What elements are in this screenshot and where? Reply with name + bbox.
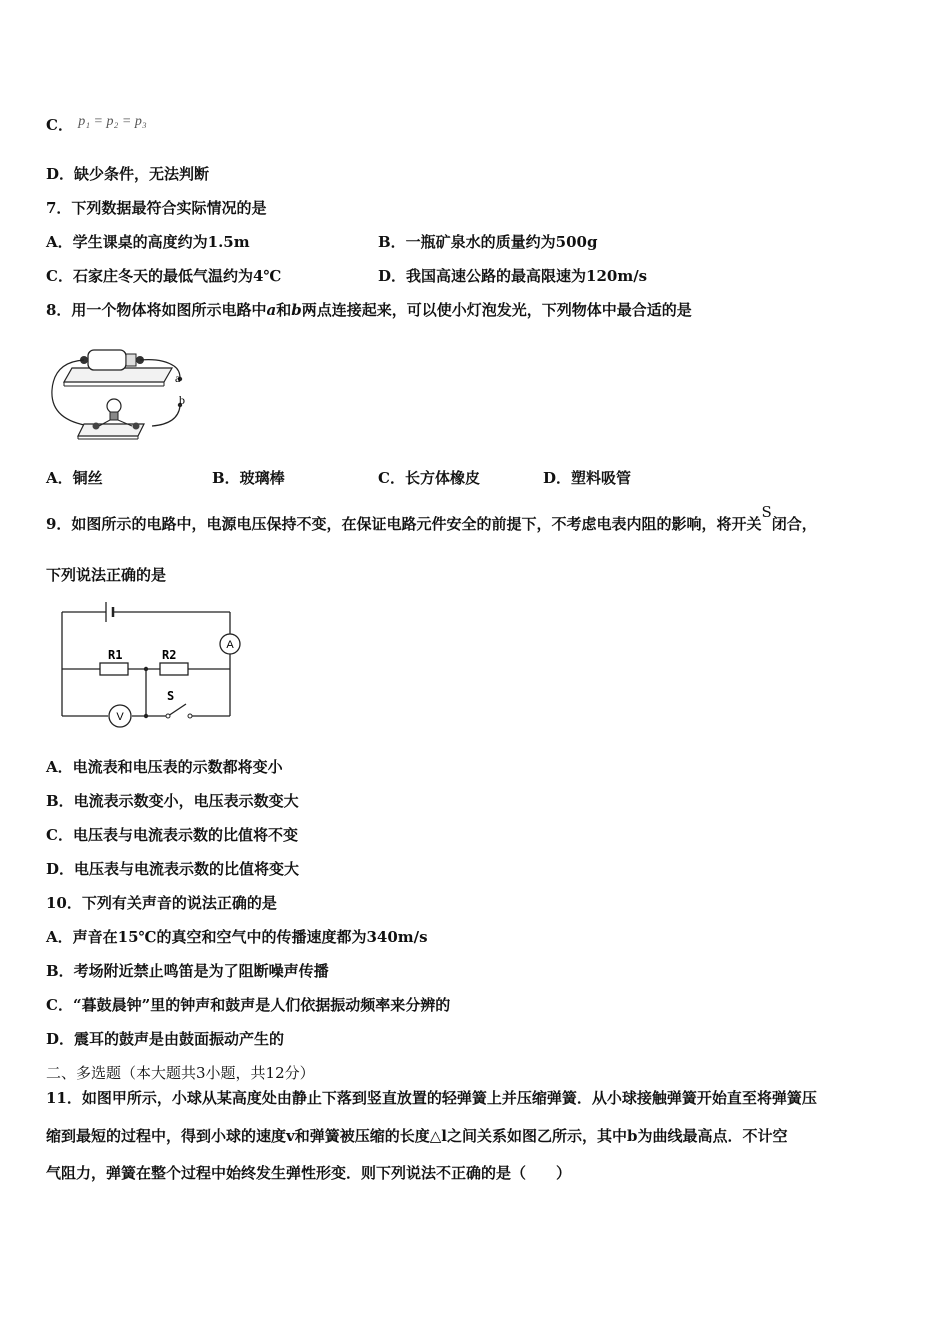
switch-blade bbox=[168, 704, 186, 716]
wire-from-b bbox=[152, 406, 180, 426]
q8-var-a: a bbox=[266, 301, 277, 319]
q9-circuit-figure bbox=[56, 598, 246, 728]
label-r2: R2 bbox=[162, 648, 177, 662]
q10-option-b: B．考场附近禁止鸣笛是为了阻断噪声传播 bbox=[46, 962, 329, 980]
q7-option-b: B．一瓶矿泉水的质量约为500g bbox=[378, 233, 598, 251]
q10-option-c: C．“暮鼓晨钟”里的钟声和鼓声是人们依据振动频率来分辨的 bbox=[46, 996, 451, 1014]
resistor-r2 bbox=[160, 663, 188, 675]
q8-stem-mid: 和 bbox=[276, 301, 292, 319]
ammeter-label: A bbox=[226, 639, 234, 651]
q7-stem: 7．下列数据最符合实际情况的是 bbox=[46, 199, 267, 217]
q9-option-a: A．电流表和电压表的示数都将变小 bbox=[46, 758, 283, 776]
q8-var-b: b bbox=[291, 301, 302, 319]
q6-option-d: D．缺少条件，无法判断 bbox=[46, 165, 210, 183]
resistor-r1 bbox=[100, 663, 128, 675]
label-s: S bbox=[167, 689, 175, 703]
q10-option-d: D．震耳的鼓声是由鼓面振动产生的 bbox=[46, 1030, 285, 1048]
voltmeter-label: V bbox=[116, 711, 124, 723]
label-a: a bbox=[175, 371, 181, 385]
q6-option-c-label: C． bbox=[46, 116, 73, 134]
label-b: b bbox=[179, 393, 185, 407]
q7-option-d: D．我国高速公路的最高限速为120m/s bbox=[378, 267, 648, 285]
label-r1: R1 bbox=[108, 648, 123, 662]
q9-switch-symbol: S bbox=[761, 503, 772, 521]
q11-line-1: 11．如图甲所示，小球从某高度处由静止下落到竖直放置的轻弹簧上并压缩弹簧．从小球接触弹簧开始直至将弹簧压 bbox=[46, 1089, 817, 1107]
q6-option-c-formula: p₁ = p₂ = p₃ bbox=[78, 114, 147, 129]
q9-stem bbox=[46, 503, 817, 534]
q9-option-c: C．电压表与电流表示数的比值将不变 bbox=[46, 826, 298, 844]
q8-circuit-figure bbox=[44, 340, 204, 450]
q8-option-a: A．铜丝 bbox=[46, 469, 103, 487]
q6-option-c bbox=[46, 115, 147, 137]
bulb-glass bbox=[107, 399, 121, 413]
q8-option-c: C．长方体橡皮 bbox=[378, 469, 480, 487]
q10-stem: 10．下列有关声音的说法正确的是 bbox=[46, 894, 277, 912]
q7-option-c: C．石家庄冬天的最低气温约为4℃ bbox=[46, 267, 282, 285]
q9-stem-line2: 下列说法正确的是 bbox=[46, 566, 167, 584]
bulb-terminal-right bbox=[133, 423, 140, 430]
q8-stem-pre: 8．用一个物体将如图所示电路中 bbox=[46, 301, 267, 319]
bulb-socket bbox=[110, 412, 118, 420]
section-2-title: 二、多选题（本大题共3小题，共12分） bbox=[46, 1064, 315, 1082]
q8-stem bbox=[46, 300, 692, 320]
q8-option-d: D．塑料吸管 bbox=[543, 469, 632, 487]
q10-option-a: A．声音在15℃的真空和空气中的传播速度都为340m/s bbox=[46, 928, 428, 946]
q7-option-a: A．学生课桌的高度约为1.5m bbox=[46, 233, 250, 251]
q8-option-b: B．玻璃棒 bbox=[212, 469, 285, 487]
battery-cell bbox=[88, 350, 126, 370]
q9-option-d: D．电压表与电流表示数的比值将变大 bbox=[46, 860, 300, 878]
q9-option-b: B．电流表示数变小，电压表示数变大 bbox=[46, 792, 299, 810]
q11-line-2: 缩到最短的过程中，得到小球的速度v和弹簧被压缩的长度△l之间关系如图乙所示，其中b为曲线最高点．不计空 bbox=[46, 1127, 788, 1145]
q11-line-3: 气阻力，弹簧在整个过程中始终发生弹性形变．则下列说法不正确的是（ ） bbox=[46, 1164, 572, 1182]
q8-stem-post: 两点连接起来，可以使小灯泡发光，下列物体中最合适的是 bbox=[301, 301, 692, 319]
bulb-terminal-left bbox=[93, 423, 100, 430]
q9-stem-post: 闭合， bbox=[771, 515, 817, 533]
q9-stem-pre: 9．如图所示的电路中，电源电压保持不变，在保证电路元件安全的前提下，不考虑电表内阻的影响，将开关 bbox=[46, 515, 762, 533]
